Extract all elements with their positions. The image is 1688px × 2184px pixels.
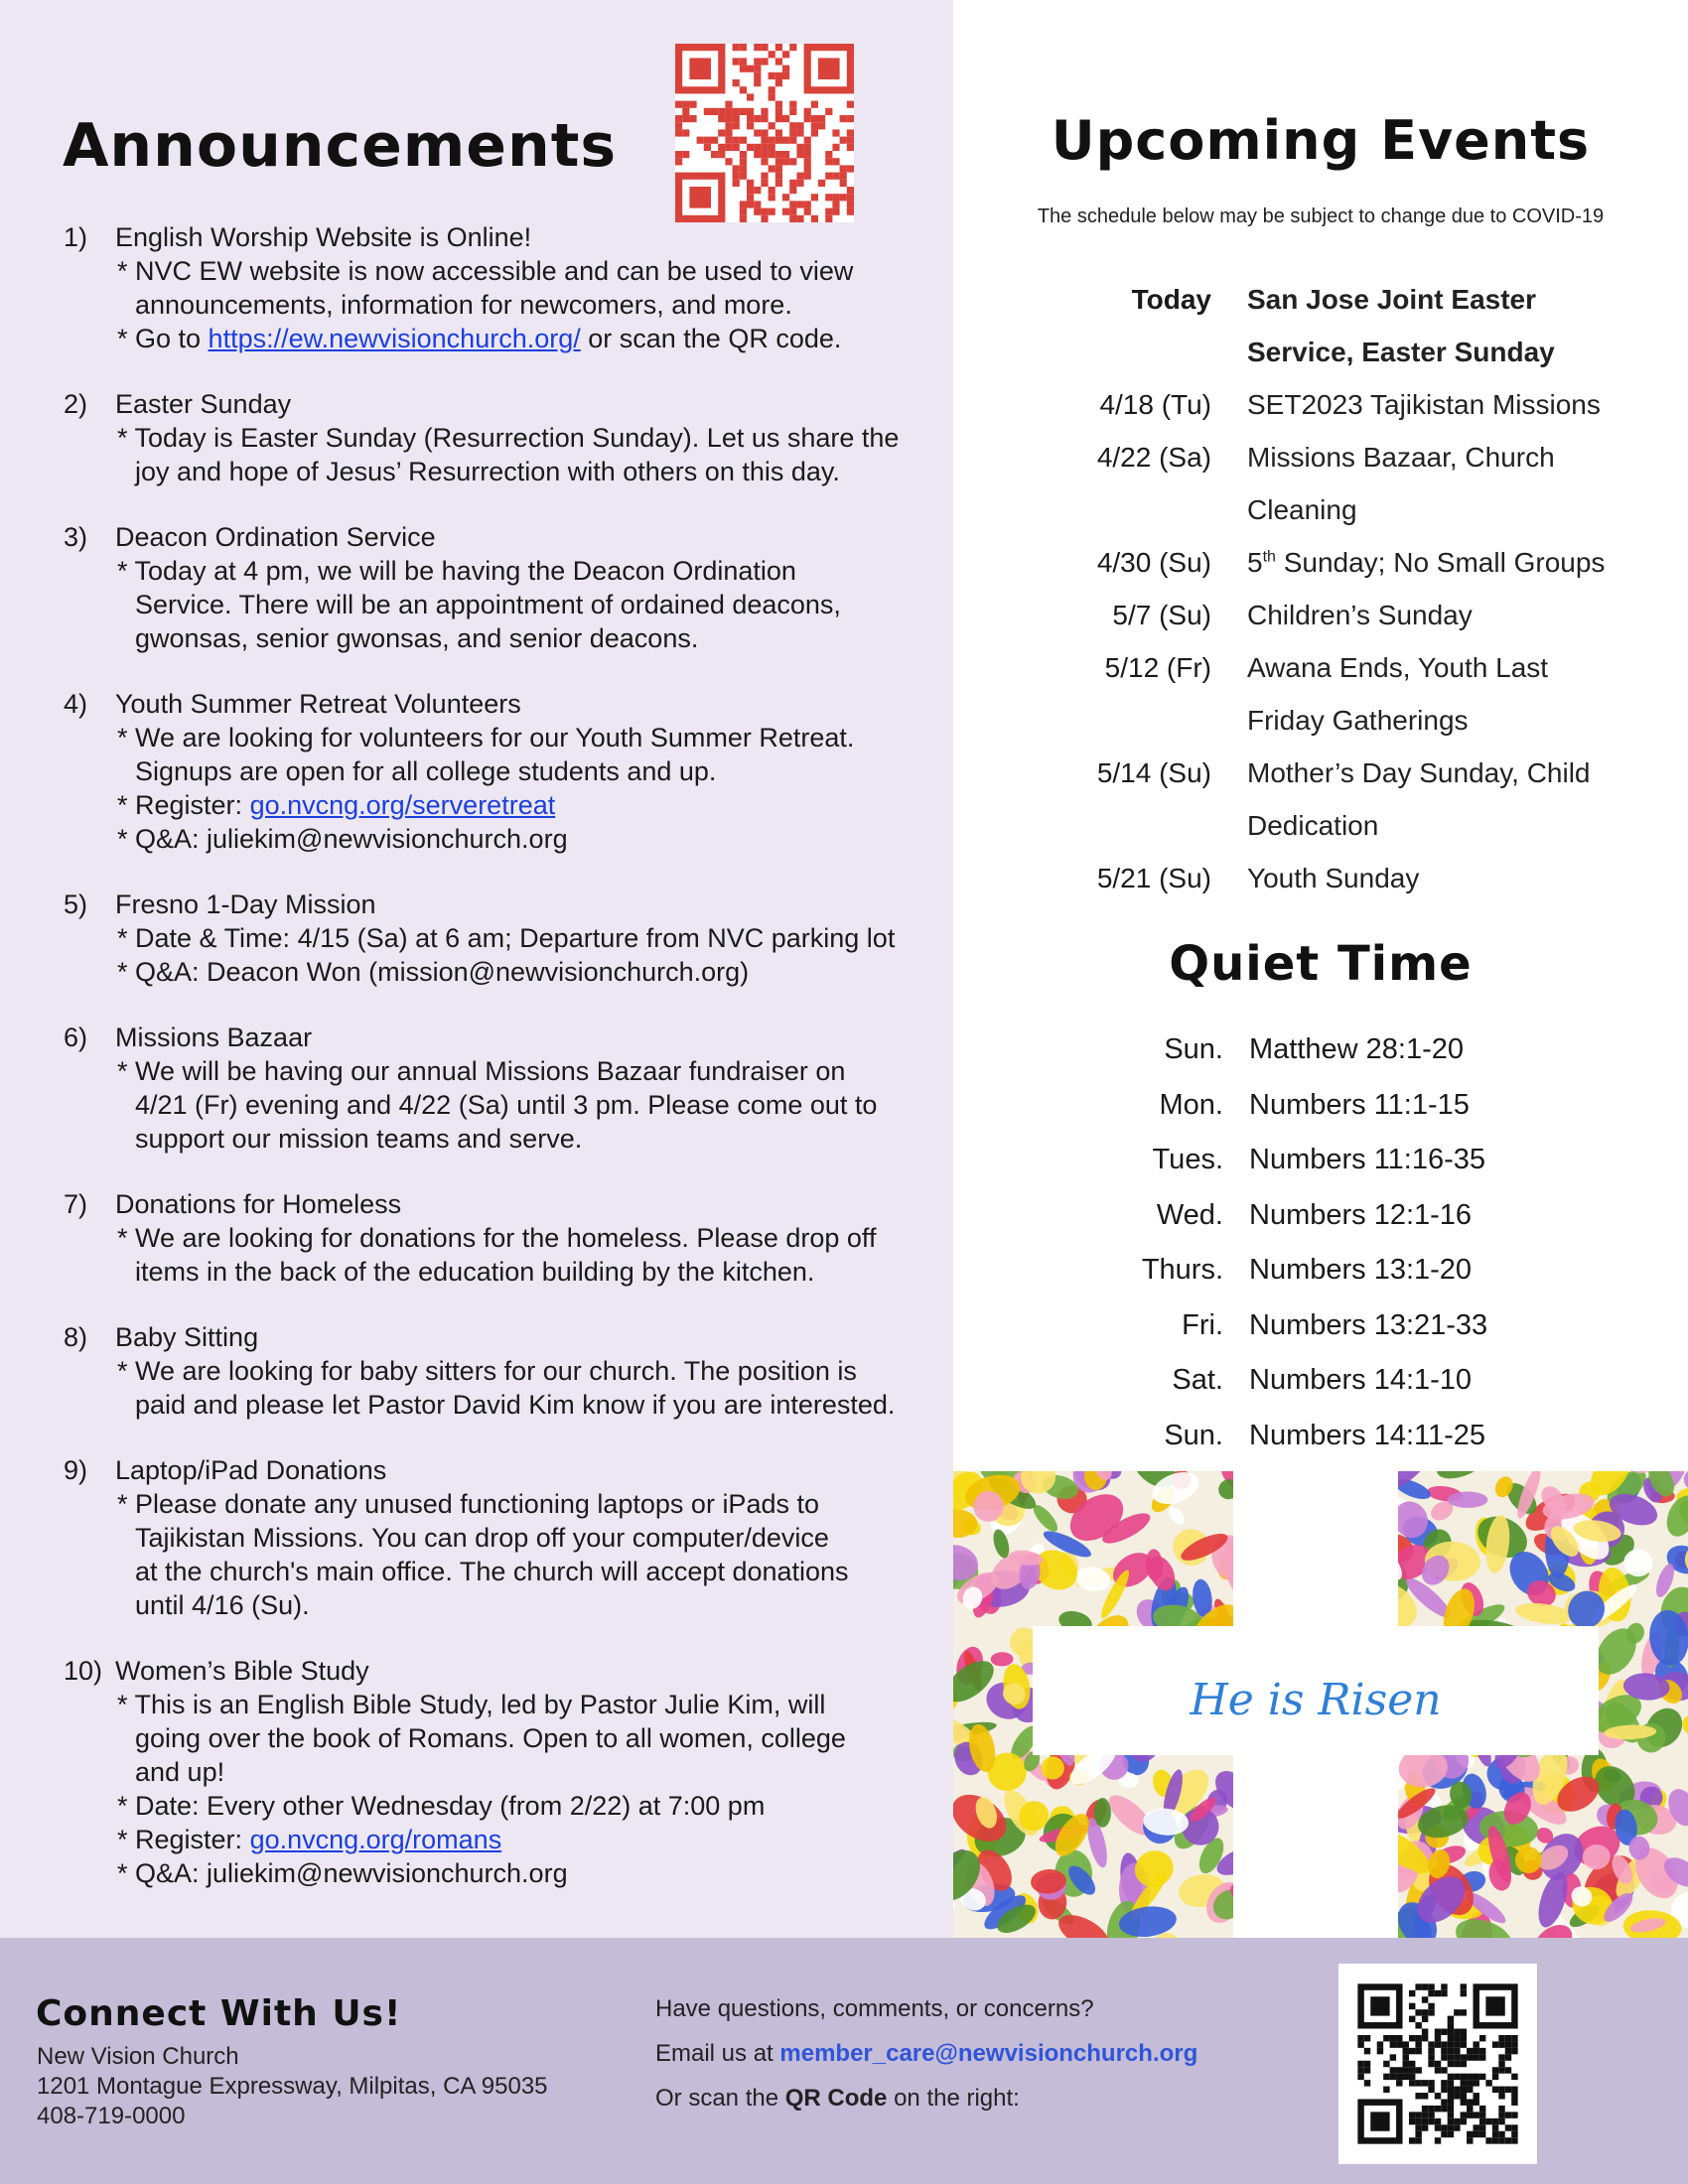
church-phone: 408-719-0000 bbox=[37, 2103, 186, 2129]
announcement-number: 8) bbox=[64, 1322, 88, 1352]
event-row bbox=[1033, 378, 1668, 431]
announcement-text: * We are looking for baby sitters for our church. The position is bbox=[117, 1356, 857, 1386]
announcement-line bbox=[115, 1721, 947, 1755]
event-name-line: San Jose Joint Easter bbox=[1247, 284, 1537, 315]
announcement-text: * Go to bbox=[117, 324, 209, 353]
announcements-title: Announcements bbox=[63, 111, 618, 181]
announcement-text: paid and please let Pastor David Kim know if you are interested. bbox=[135, 1390, 896, 1420]
announcement-number: 6) bbox=[64, 1023, 88, 1052]
event-name bbox=[1247, 852, 1668, 904]
quiet-time-row bbox=[1033, 1023, 1648, 1078]
announcement-link[interactable]: go.nvcng.org/serveretreat bbox=[249, 790, 556, 820]
event-date: Today bbox=[1131, 284, 1211, 315]
qr-line bbox=[655, 2085, 1020, 2113]
ordinal-suffix: th bbox=[1262, 548, 1276, 566]
announcement-text: at the church's main office. The church will accept donations bbox=[135, 1557, 849, 1586]
announcement-line bbox=[115, 1354, 947, 1388]
announcement-number: 2) bbox=[64, 389, 88, 419]
announcement-heading: Missions Bazaar bbox=[115, 1023, 313, 1052]
event-name-line: Cleaning bbox=[1247, 494, 1357, 525]
quiet-time-passage: Matthew 28:1-20 bbox=[1249, 1033, 1465, 1065]
announcement-text: Signups are open for all college students and up. bbox=[135, 756, 717, 786]
announcement-line bbox=[115, 955, 947, 989]
quiet-time-day: Sun. bbox=[1164, 1419, 1223, 1451]
quiet-time-row bbox=[1033, 1188, 1648, 1244]
announcement-number: 3) bbox=[64, 522, 88, 552]
announcement-number: 10) bbox=[64, 1656, 103, 1686]
announcement-line bbox=[115, 288, 947, 322]
qr-code-icon bbox=[1338, 1964, 1537, 2164]
announcement-line bbox=[115, 1388, 947, 1422]
quiet-time-row bbox=[1033, 1409, 1648, 1464]
announcement-line bbox=[115, 588, 947, 621]
event-name-line: Friday Gatherings bbox=[1247, 705, 1469, 736]
announcement-heading: Baby Sitting bbox=[115, 1322, 259, 1352]
qr-code-contact[interactable] bbox=[1338, 1964, 1537, 2164]
event-name bbox=[1247, 589, 1668, 641]
announcement-line bbox=[115, 1823, 947, 1856]
announcement-heading: Laptop/iPad Donations bbox=[115, 1455, 387, 1485]
announcement-item bbox=[64, 520, 947, 655]
qr-prefix: Or scan the bbox=[655, 2085, 785, 2112]
event-date: 5/12 (Fr) bbox=[1104, 652, 1211, 683]
announcement-item bbox=[64, 1187, 947, 1289]
announcement-number: 1) bbox=[64, 222, 88, 252]
easter-flower-image bbox=[953, 1471, 1688, 1938]
announcement-line bbox=[115, 1487, 947, 1521]
announcement-heading: Donations for Homeless bbox=[115, 1189, 402, 1219]
quiet-time-title: Quiet Time bbox=[1169, 936, 1473, 992]
event-row bbox=[1033, 536, 1668, 589]
questions-line: Have questions, comments, or concerns? bbox=[655, 1995, 1094, 2022]
announcement-line bbox=[115, 1521, 947, 1555]
event-row bbox=[1033, 431, 1668, 536]
announcement-text: until 4/16 (Su). bbox=[135, 1590, 310, 1620]
announcement-line bbox=[115, 721, 947, 754]
announcement-text: * Q&A: Deacon Won (mission@newvisionchurch.org) bbox=[117, 957, 750, 987]
event-name bbox=[1247, 536, 1668, 589]
connect-title: Connect With Us! bbox=[36, 1993, 402, 2034]
quiet-time-row bbox=[1033, 1243, 1648, 1298]
announcement-line bbox=[115, 921, 947, 955]
event-row bbox=[1033, 589, 1668, 641]
qr-code-website[interactable] bbox=[675, 44, 854, 222]
event-row bbox=[1033, 852, 1668, 904]
quiet-time-row bbox=[1033, 1353, 1648, 1409]
flower-cross-picture bbox=[953, 1471, 1688, 1938]
event-name bbox=[1247, 273, 1668, 378]
announcement-text: gwonsas, senior gwonsas, and senior deacons. bbox=[135, 623, 699, 653]
announcement-text: and up! bbox=[135, 1757, 225, 1787]
announcement-text: * Q&A: juliekim@newvisionchurch.org bbox=[117, 824, 568, 854]
announcement-line bbox=[115, 455, 947, 488]
quiet-time-passage: Numbers 14:11-25 bbox=[1249, 1419, 1486, 1451]
announcement-text: joy and hope of Jesus’ Resurrection with others on this day. bbox=[135, 457, 840, 486]
quiet-time-row bbox=[1033, 1133, 1648, 1188]
announcement-heading: Deacon Ordination Service bbox=[115, 522, 436, 552]
qr-suffix: on the right: bbox=[887, 2085, 1020, 2112]
quiet-time-passage: Numbers 14:1-10 bbox=[1249, 1364, 1473, 1396]
event-name-line: SET2023 Tajikistan Missions bbox=[1247, 389, 1601, 420]
announcement-text: items in the back of the education building by the kitchen. bbox=[135, 1257, 815, 1287]
quiet-time-table bbox=[1033, 1023, 1648, 1463]
announcement-text: announcements, information for newcomers, and more. bbox=[135, 290, 792, 320]
event-name-line: Youth Sunday bbox=[1247, 863, 1420, 893]
announcement-number: 7) bbox=[64, 1189, 88, 1219]
announcement-text: * This is an English Bible Study, led by Pastor Julie Kim, will bbox=[117, 1690, 826, 1719]
qr-bold: QR Code bbox=[784, 2085, 888, 2112]
announcement-text: * Today at 4 pm, we will be having the Deacon Ordination bbox=[117, 556, 796, 586]
event-name bbox=[1247, 747, 1668, 852]
quiet-time-day: Sun. bbox=[1164, 1033, 1223, 1065]
quiet-time-day: Mon. bbox=[1159, 1088, 1223, 1121]
announcement-line bbox=[115, 621, 947, 655]
announcement-line bbox=[115, 1555, 947, 1588]
announcement-heading: Easter Sunday bbox=[115, 389, 292, 419]
quiet-time-passage: Numbers 11:16-35 bbox=[1249, 1144, 1486, 1175]
announcement-text: 4/21 (Fr) evening and 4/22 (Sa) until 3 pm. Please come out to bbox=[135, 1090, 878, 1120]
event-row bbox=[1033, 641, 1668, 747]
announcement-text: * Date & Time: 4/15 (Sa) at 6 am; Departure from NVC parking lot bbox=[117, 923, 896, 953]
announcement-link[interactable]: go.nvcng.org/romans bbox=[249, 1825, 502, 1854]
event-date: 5/7 (Su) bbox=[1112, 600, 1211, 630]
announcement-line bbox=[115, 554, 947, 588]
announcement-item bbox=[64, 1453, 947, 1622]
email-link[interactable]: member_care@newvisionchurch.org bbox=[779, 2040, 1198, 2067]
quiet-time-passage: Numbers 12:1-16 bbox=[1249, 1198, 1473, 1231]
event-date: 4/30 (Su) bbox=[1096, 547, 1211, 578]
announcement-text: or scan the QR code. bbox=[580, 324, 842, 353]
announcement-heading: Women’s Bible Study bbox=[115, 1656, 369, 1686]
event-date: 4/22 (Sa) bbox=[1096, 442, 1211, 473]
announcement-item bbox=[64, 687, 947, 856]
qr-code-icon bbox=[675, 44, 854, 222]
announcement-heading: Youth Summer Retreat Volunteers bbox=[115, 689, 521, 719]
announcement-text: * We will be having our annual Missions Bazaar fundraiser on bbox=[117, 1056, 846, 1086]
announcement-text: * We are looking for volunteers for our Youth Summer Retreat. bbox=[117, 723, 855, 752]
announcement-text: * NVC EW website is now accessible and can be used to view bbox=[117, 256, 854, 286]
announcement-line bbox=[115, 322, 947, 355]
quiet-time-day: Wed. bbox=[1156, 1198, 1223, 1231]
quiet-time-passage: Numbers 11:1-15 bbox=[1249, 1088, 1470, 1121]
announcement-line bbox=[115, 788, 947, 822]
event-name bbox=[1247, 378, 1668, 431]
announcement-line bbox=[115, 1755, 947, 1789]
announcement-line bbox=[115, 1088, 947, 1122]
announcement-heading: English Worship Website is Online! bbox=[115, 222, 532, 252]
quiet-time-passage: Numbers 13:1-20 bbox=[1249, 1254, 1473, 1286]
upcoming-events-title: Upcoming Events bbox=[1051, 109, 1591, 172]
event-name-line: Awana Ends, Youth Last bbox=[1247, 652, 1549, 683]
announcement-item bbox=[64, 887, 947, 989]
quiet-time-day: Sat. bbox=[1172, 1364, 1223, 1396]
announcement-text: * Register: bbox=[117, 790, 250, 820]
announcement-line bbox=[115, 1255, 947, 1289]
announcement-item bbox=[64, 1021, 947, 1156]
events-note: The schedule below may be subject to change due to COVID-19 bbox=[1037, 205, 1605, 227]
quiet-time-row bbox=[1033, 1078, 1648, 1134]
announcement-line bbox=[115, 421, 947, 455]
announcements-list bbox=[64, 220, 947, 1922]
church-name: New Vision Church bbox=[37, 2043, 239, 2070]
announcement-text: support our mission teams and serve. bbox=[135, 1124, 583, 1154]
event-row bbox=[1033, 273, 1668, 378]
announcement-line bbox=[115, 754, 947, 788]
announcement-line bbox=[115, 254, 947, 288]
announcement-line bbox=[115, 1122, 947, 1156]
event-name-line: 5 bbox=[1247, 547, 1263, 578]
announcement-text: * Today is Easter Sunday (Resurrection Sunday). Let us share the bbox=[117, 423, 900, 453]
church-address: 1201 Montague Expressway, Milpitas, CA 95035 bbox=[37, 2073, 548, 2100]
announcement-item bbox=[64, 1320, 947, 1422]
event-date: 4/18 (Tu) bbox=[1099, 389, 1211, 420]
announcement-link[interactable]: https://ew.newvisionchurch.org/ bbox=[208, 324, 581, 353]
announcement-text: going over the book of Romans. Open to all women, college bbox=[135, 1723, 846, 1753]
announcement-line bbox=[115, 1588, 947, 1622]
announcement-text: * Date: Every other Wednesday (from 2/22) at 7:00 pm bbox=[117, 1791, 766, 1821]
event-name bbox=[1247, 641, 1668, 747]
email-prefix: Email us at bbox=[655, 2040, 780, 2067]
announcement-text: Service. There will be an appointment of ordained deacons, bbox=[135, 590, 841, 619]
image-caption: He is Risen bbox=[1190, 1675, 1442, 1725]
quiet-time-passage: Numbers 13:21-33 bbox=[1249, 1308, 1488, 1341]
email-line bbox=[655, 2040, 1197, 2068]
announcement-text: Tajikistan Missions. You can drop off your computer/device bbox=[135, 1523, 829, 1553]
event-name-line: Dedication bbox=[1247, 810, 1379, 841]
announcement-text: * Please donate any unused functioning laptops or iPads to bbox=[117, 1489, 819, 1519]
announcement-item bbox=[64, 220, 947, 355]
quiet-time-day: Tues. bbox=[1152, 1144, 1223, 1175]
quiet-time-row bbox=[1033, 1298, 1648, 1354]
event-date: 5/14 (Su) bbox=[1096, 757, 1211, 788]
quiet-time-day: Thurs. bbox=[1141, 1254, 1223, 1286]
event-name-line: Missions Bazaar, Church bbox=[1247, 442, 1555, 473]
announcement-number: 5) bbox=[64, 889, 88, 919]
event-name-line: Service, Easter Sunday bbox=[1247, 337, 1555, 367]
announcement-item bbox=[64, 387, 947, 488]
announcement-line bbox=[115, 1054, 947, 1088]
announcement-heading: Fresno 1-Day Mission bbox=[115, 889, 376, 919]
announcement-number: 9) bbox=[64, 1455, 88, 1485]
announcement-line bbox=[115, 1856, 947, 1890]
announcement-text: * Q&A: juliekim@newvisionchurch.org bbox=[117, 1858, 568, 1888]
event-row bbox=[1033, 747, 1668, 852]
event-name bbox=[1247, 431, 1668, 536]
announcement-line bbox=[115, 1221, 947, 1255]
announcement-number: 4) bbox=[64, 689, 88, 719]
announcement-text: * We are looking for donations for the homeless. Please drop off bbox=[117, 1223, 877, 1253]
events-table bbox=[1033, 273, 1668, 904]
event-name-line: Mother’s Day Sunday, Child bbox=[1247, 757, 1591, 788]
announcement-line bbox=[115, 822, 947, 856]
announcement-item bbox=[64, 1654, 947, 1890]
quiet-time-day: Fri. bbox=[1182, 1308, 1223, 1341]
announcement-text: * Register: bbox=[117, 1825, 250, 1854]
event-name-line: Children’s Sunday bbox=[1247, 600, 1473, 630]
event-date: 5/21 (Su) bbox=[1096, 863, 1211, 893]
announcement-line bbox=[115, 1789, 947, 1823]
event-name-line: Sunday; No Small Groups bbox=[1275, 547, 1606, 578]
announcement-line bbox=[115, 1688, 947, 1721]
